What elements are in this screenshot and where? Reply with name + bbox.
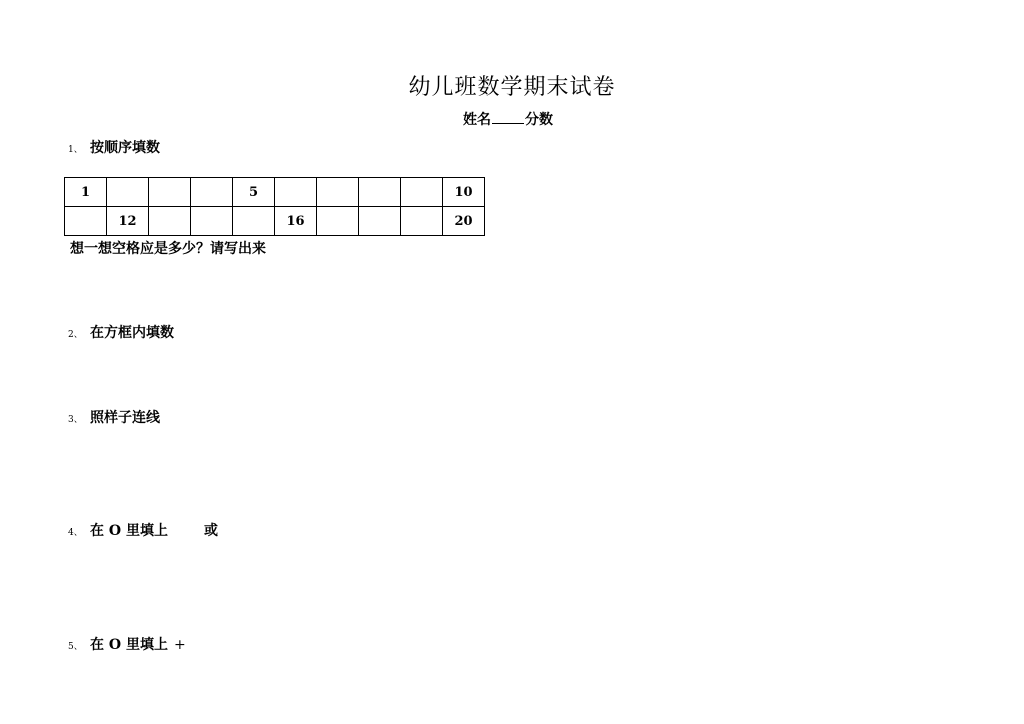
question-4	[68, 520, 218, 540]
grid-cell: 10	[443, 178, 485, 207]
question-text: 在 O 里填上	[90, 523, 168, 539]
grid-blank-cell[interactable]	[359, 178, 401, 207]
grid-blank-cell[interactable]	[275, 178, 317, 207]
question-number: 5、	[68, 642, 83, 652]
question-text: 按顺序填数	[90, 140, 160, 156]
grid-row	[65, 178, 485, 207]
question-number: 3、	[68, 415, 83, 425]
grid-blank-cell[interactable]	[191, 207, 233, 236]
grid-blank-cell[interactable]	[401, 178, 443, 207]
question-number: 4、	[68, 528, 83, 538]
question-5	[68, 634, 186, 654]
grid-cell: 16	[275, 207, 317, 236]
grid-row	[65, 207, 485, 236]
question-text: 照样子连线	[90, 410, 160, 426]
grid-blank-cell[interactable]	[107, 178, 149, 207]
name-label: 姓名	[463, 112, 491, 128]
grid-blank-cell[interactable]	[359, 207, 401, 236]
question-text: 在 O 里填上	[90, 637, 168, 653]
grid-cell: 5	[233, 178, 275, 207]
grid-blank-cell[interactable]	[233, 207, 275, 236]
question-option: 或	[203, 523, 218, 539]
grid-blank-cell[interactable]	[317, 178, 359, 207]
question-1	[68, 137, 160, 157]
question-option: +	[173, 637, 186, 653]
grid-blank-cell[interactable]	[149, 207, 191, 236]
grid-blank-cell[interactable]	[191, 178, 233, 207]
question-3	[68, 407, 160, 427]
question-2	[68, 322, 174, 342]
grid-blank-cell[interactable]	[317, 207, 359, 236]
grid-hint: 想一想空格应是多少？请写出来	[70, 241, 266, 257]
question-number: 2、	[68, 330, 83, 340]
grid-blank-cell[interactable]	[65, 207, 107, 236]
grid-blank-cell[interactable]	[149, 178, 191, 207]
name-score-line	[463, 109, 553, 129]
grid-cell: 1	[65, 178, 107, 207]
number-grid	[64, 177, 485, 236]
grid-blank-cell[interactable]	[401, 207, 443, 236]
question-number: 1、	[68, 145, 83, 155]
name-blank[interactable]	[492, 109, 524, 124]
question-text: 在方框内填数	[90, 325, 174, 341]
score-label: 分数	[525, 112, 553, 128]
grid-cell: 20	[443, 207, 485, 236]
page-title: 幼儿班数学期末试卷	[408, 75, 616, 100]
grid-cell: 12	[107, 207, 149, 236]
